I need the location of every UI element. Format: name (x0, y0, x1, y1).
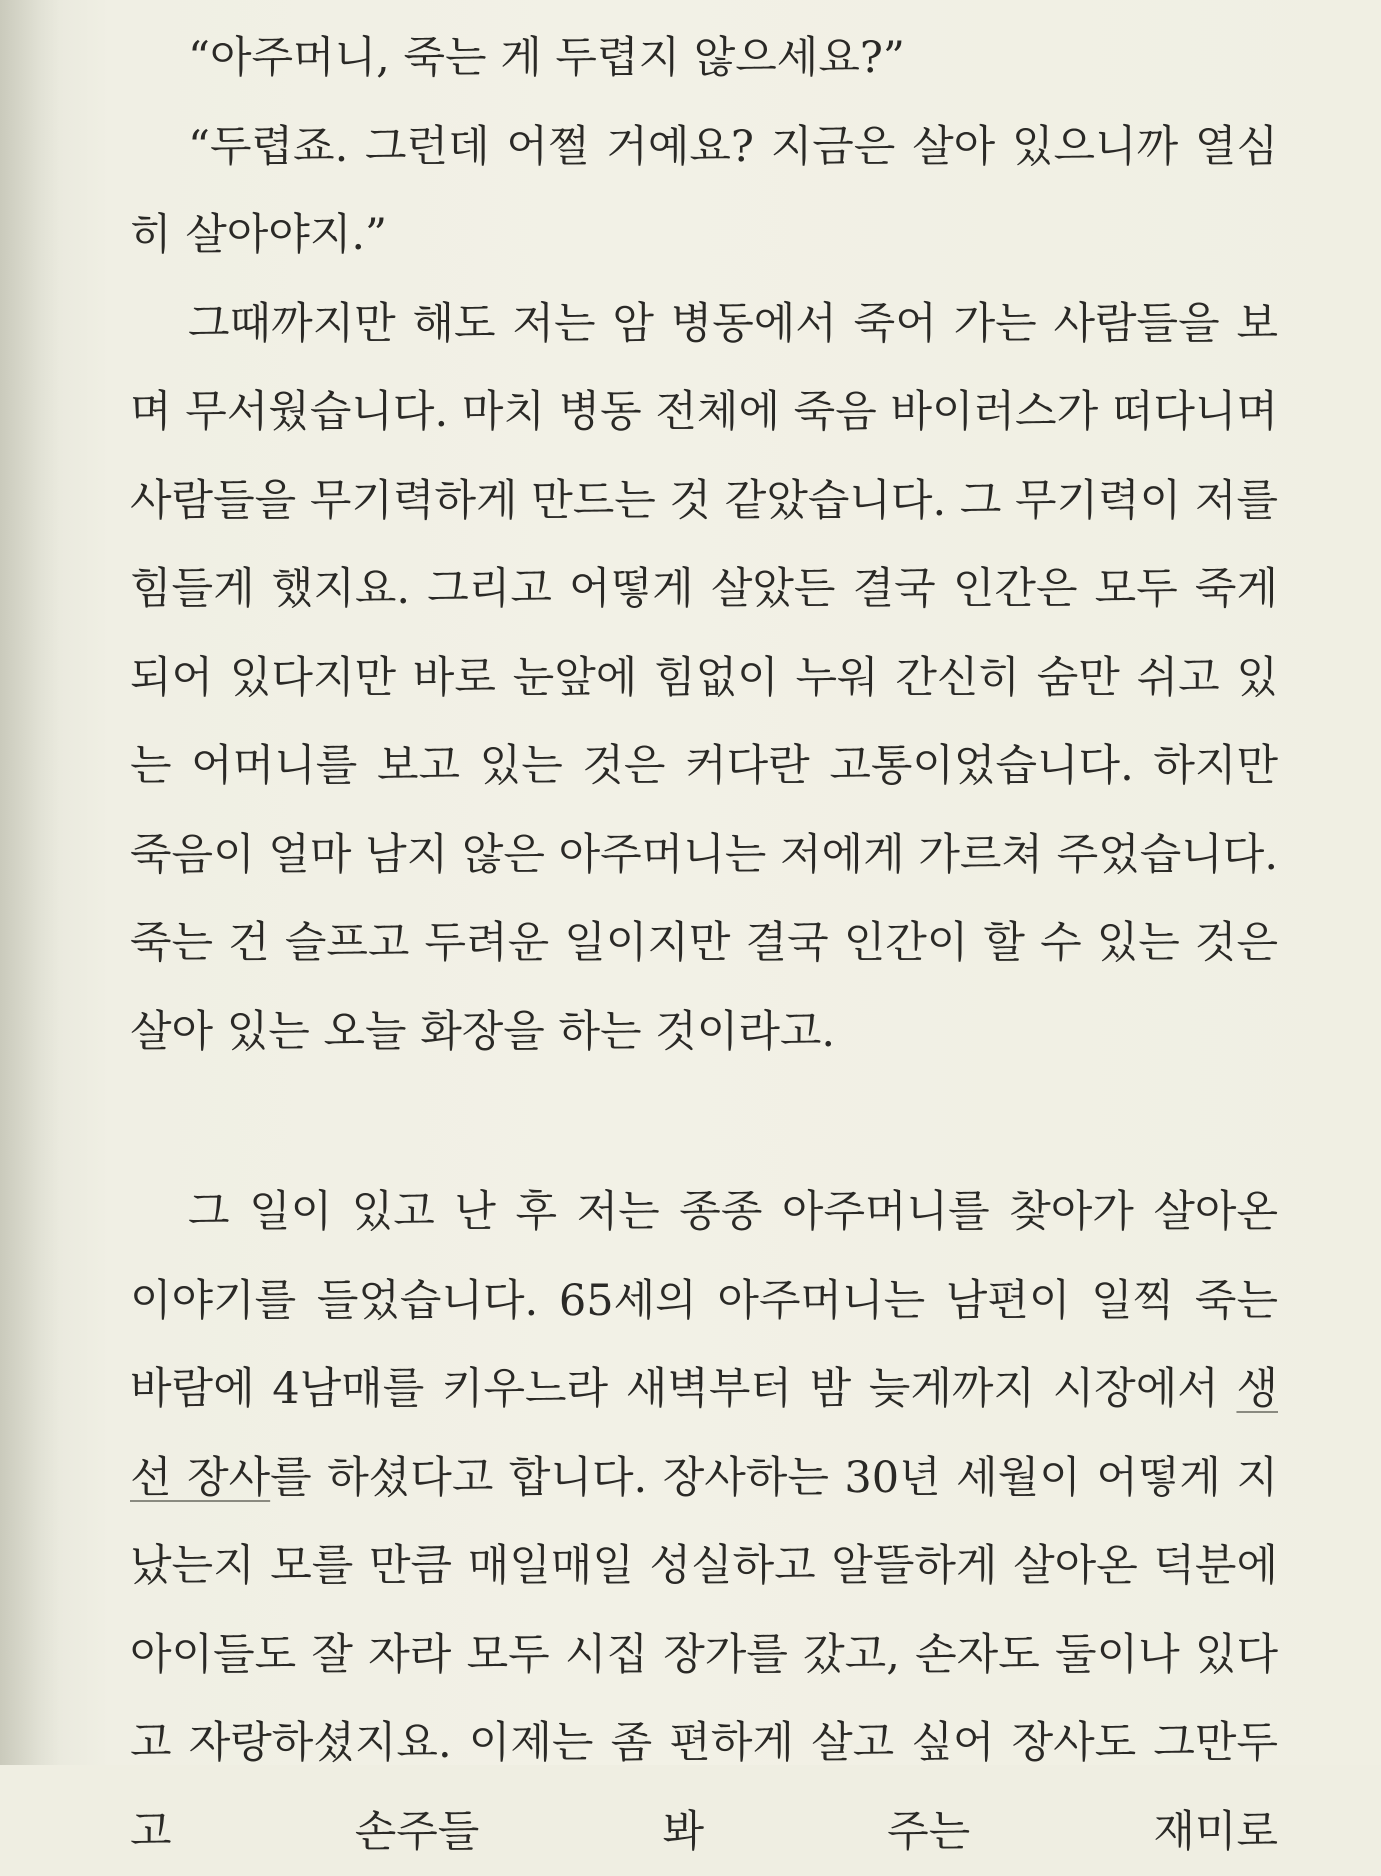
body-paragraph-2-part-2: 를 하셨다고 합니다. 장사하는 30년 세월이 어떻게 지났는지 모를 만큼 매일매일 성실하고 알뜰하게 살아온 덕분에 아이들도 잘 자라 모두 시집 장가를 갔고, 손자도 둘이나 있다고 자랑하셨지요. 이제는 좀 편하게 살고 싶어 장사도 그만두고 손주들 봐 주는 재미로 (130, 1452, 1278, 1857)
dialogue-answer: “두렵죠. 그런데 어쩔 거예요? 지금은 살아 있으니까 열심히 살아야지.” (130, 121, 1278, 260)
paragraph-gap (130, 1076, 1278, 1168)
body-paragraph-1: 그때까지만 해도 저는 암 병동에서 죽어 가는 사람들을 보며 무서웠습니다. 마치 병동 전체에 죽음 바이러스가 떠다니며 사람들을 무기력하게 만드는 것 같았습니다. 그 무기력이 저를 힘들게 했지요. 그리고 어떻게 살았든 결국 인간은 모두 죽게 되어 있다지만 바로 눈앞에 힘없이 누워 간신히 숨만 쉬고 있는 어머니를 보고 있는 것은 커다란 고통이었습니다. 하지만 죽음이 얼마 남지 않은 아주머니는 저에게 가르쳐 주었습니다. 죽는 건 슬프고 두려운 일이지만 결국 인간이 할 수 있는 것은 살아 있는 오늘 화장을 하는 것이라고. (130, 298, 1278, 1057)
underlined-phrase: 생선 장사 (130, 1364, 1278, 1503)
body-paragraph-2 (130, 1168, 1278, 1876)
page-gutter-shadow (0, 0, 60, 1765)
page-text (130, 14, 1278, 1876)
body-paragraph-2-part-1: 그 일이 있고 난 후 저는 종종 아주머니를 찾아가 살아온 이야기를 들었습니다. 65세의 아주머니는 남편이 일찍 죽는 바람에 4남매를 키우느라 새벽부터 밤 늦게까지 시장에서 (130, 1187, 1278, 1414)
dialogue-question: “아주머니, 죽는 게 두렵지 않으세요?” (188, 33, 905, 83)
